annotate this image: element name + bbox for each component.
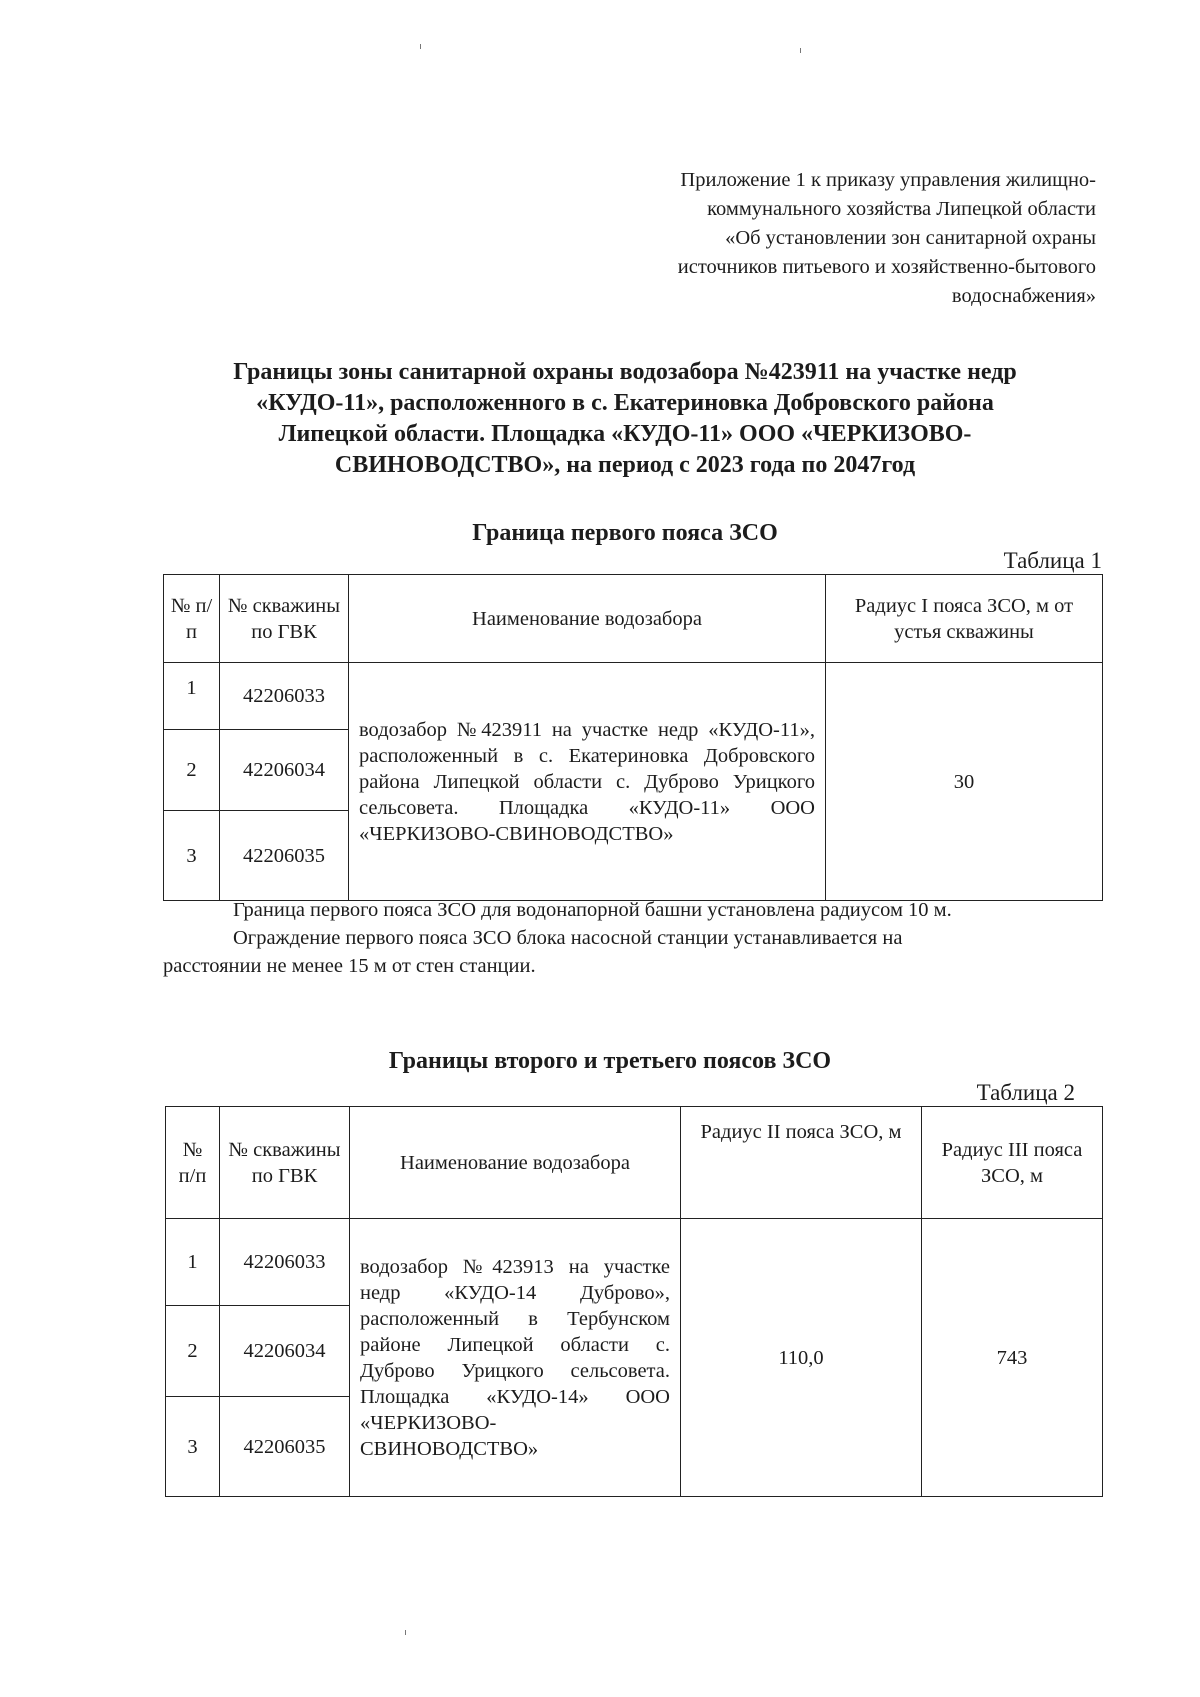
- table1-label: Таблица 1: [1003, 548, 1102, 573]
- table2-section-title: Границы второго и третьего поясов ЗСО: [388, 1048, 832, 1074]
- appendix-reference: [560, 166, 1096, 311]
- scan-speck: [800, 48, 801, 53]
- table2-header-radius3: Радиус III пояса ЗСО, м: [922, 1107, 1103, 1219]
- table2-header-name: Наименование водозабора: [350, 1107, 681, 1219]
- table1-header-radius: Радиус I пояса ЗСО, м от устья скважины: [826, 575, 1103, 663]
- appendix-line: «Об установлении зон санитарной охраны: [725, 227, 1096, 249]
- table1-header-name: Наименование водозабора: [349, 575, 826, 663]
- table2: [165, 1106, 1103, 1497]
- table1-water-intake-name: водозабор №423911 на участке недр «КУДО-11», расположенный в с. Екатериновка Добровского района Липецкой области с. Дуброво Урицкого сельсовета. Площадка «КУДО-11» ООО «ЧЕРКИЗОВО-СВИНОВОДСТВО»: [349, 663, 826, 901]
- scan-speck: [405, 1630, 406, 1635]
- document-title: [150, 357, 1100, 481]
- note-tower-radius: Граница первого пояса ЗСО для водонапорной башни установлена радиусом 10 м.: [233, 899, 952, 921]
- title-line: Липецкой области. Площадка «КУДО-11» ООО «ЧЕРКИЗОВО-: [278, 421, 972, 447]
- appendix-line: источников питьевого и хозяйственно-бытового: [677, 256, 1096, 278]
- table2-row-well: 42206035: [220, 1397, 350, 1497]
- table1-header-row: [164, 575, 1103, 663]
- table2-header-well: № скважины по ГВК: [220, 1107, 350, 1219]
- table1-row-num: 1: [164, 663, 220, 730]
- title-line: Границы зоны санитарной охраны водозабора №423911 на участке недр: [233, 359, 1017, 385]
- note-fence: Ограждение первого пояса ЗСО блока насосной станции устанавливается на: [233, 927, 903, 949]
- title-line: СВИНОВОДСТВО», на период с 2023 года по 2047год: [334, 452, 916, 478]
- table-row: [166, 1219, 1103, 1306]
- appendix-line: коммунального хозяйства Липецкой области: [707, 198, 1096, 220]
- table1-section-title: Граница первого пояса ЗСО: [472, 520, 778, 546]
- table1-header-well: № скважины по ГВК: [220, 575, 349, 663]
- table1-row-well: 42206033: [220, 663, 349, 730]
- appendix-line: Приложение 1 к приказу управления жилищно-: [680, 169, 1096, 191]
- table1-header-num: № п/ п: [164, 575, 220, 663]
- table2-header-row: [166, 1107, 1103, 1219]
- scan-speck: [420, 44, 421, 49]
- table2-header-radius2: Радиус II пояса ЗСО, м: [681, 1107, 922, 1219]
- table2-radius3-value: 743: [922, 1219, 1103, 1497]
- table1: [163, 574, 1103, 901]
- table1-row-num: 3: [164, 811, 220, 901]
- appendix-line: водоснабжения»: [951, 285, 1096, 307]
- table2-label: Таблица 2: [976, 1080, 1075, 1105]
- table1-radius-value: 30: [826, 663, 1103, 901]
- table2-row-num: 1: [166, 1219, 220, 1306]
- table2-row-well: 42206033: [220, 1219, 350, 1306]
- table2-row-well: 42206034: [220, 1306, 350, 1397]
- table2-water-intake-name: водозабор №423913 на участке недр «КУДО-14 Дуброво», расположенный в Тербунском районе Липецкой области с. Дуброво Урицкого сельсовета. Площадка «КУДО-14» ООО «ЧЕРКИЗОВО-СВИНОВОДСТВО»: [350, 1219, 681, 1497]
- title-line: «КУДО-11», расположенного в с. Екатериновка Добровского района: [256, 390, 994, 416]
- table2-row-num: 3: [166, 1397, 220, 1497]
- table1-row-num: 2: [164, 730, 220, 811]
- table2-header-num: № п/п: [166, 1107, 220, 1219]
- table1-row-well: 42206035: [220, 811, 349, 901]
- table2-row-num: 2: [166, 1306, 220, 1397]
- table-row: [164, 663, 1103, 730]
- table1-row-well: 42206034: [220, 730, 349, 811]
- table2-radius2-value: 110,0: [681, 1219, 922, 1497]
- note-fence-continued: расстоянии не менее 15 м от стен станции.: [163, 955, 536, 977]
